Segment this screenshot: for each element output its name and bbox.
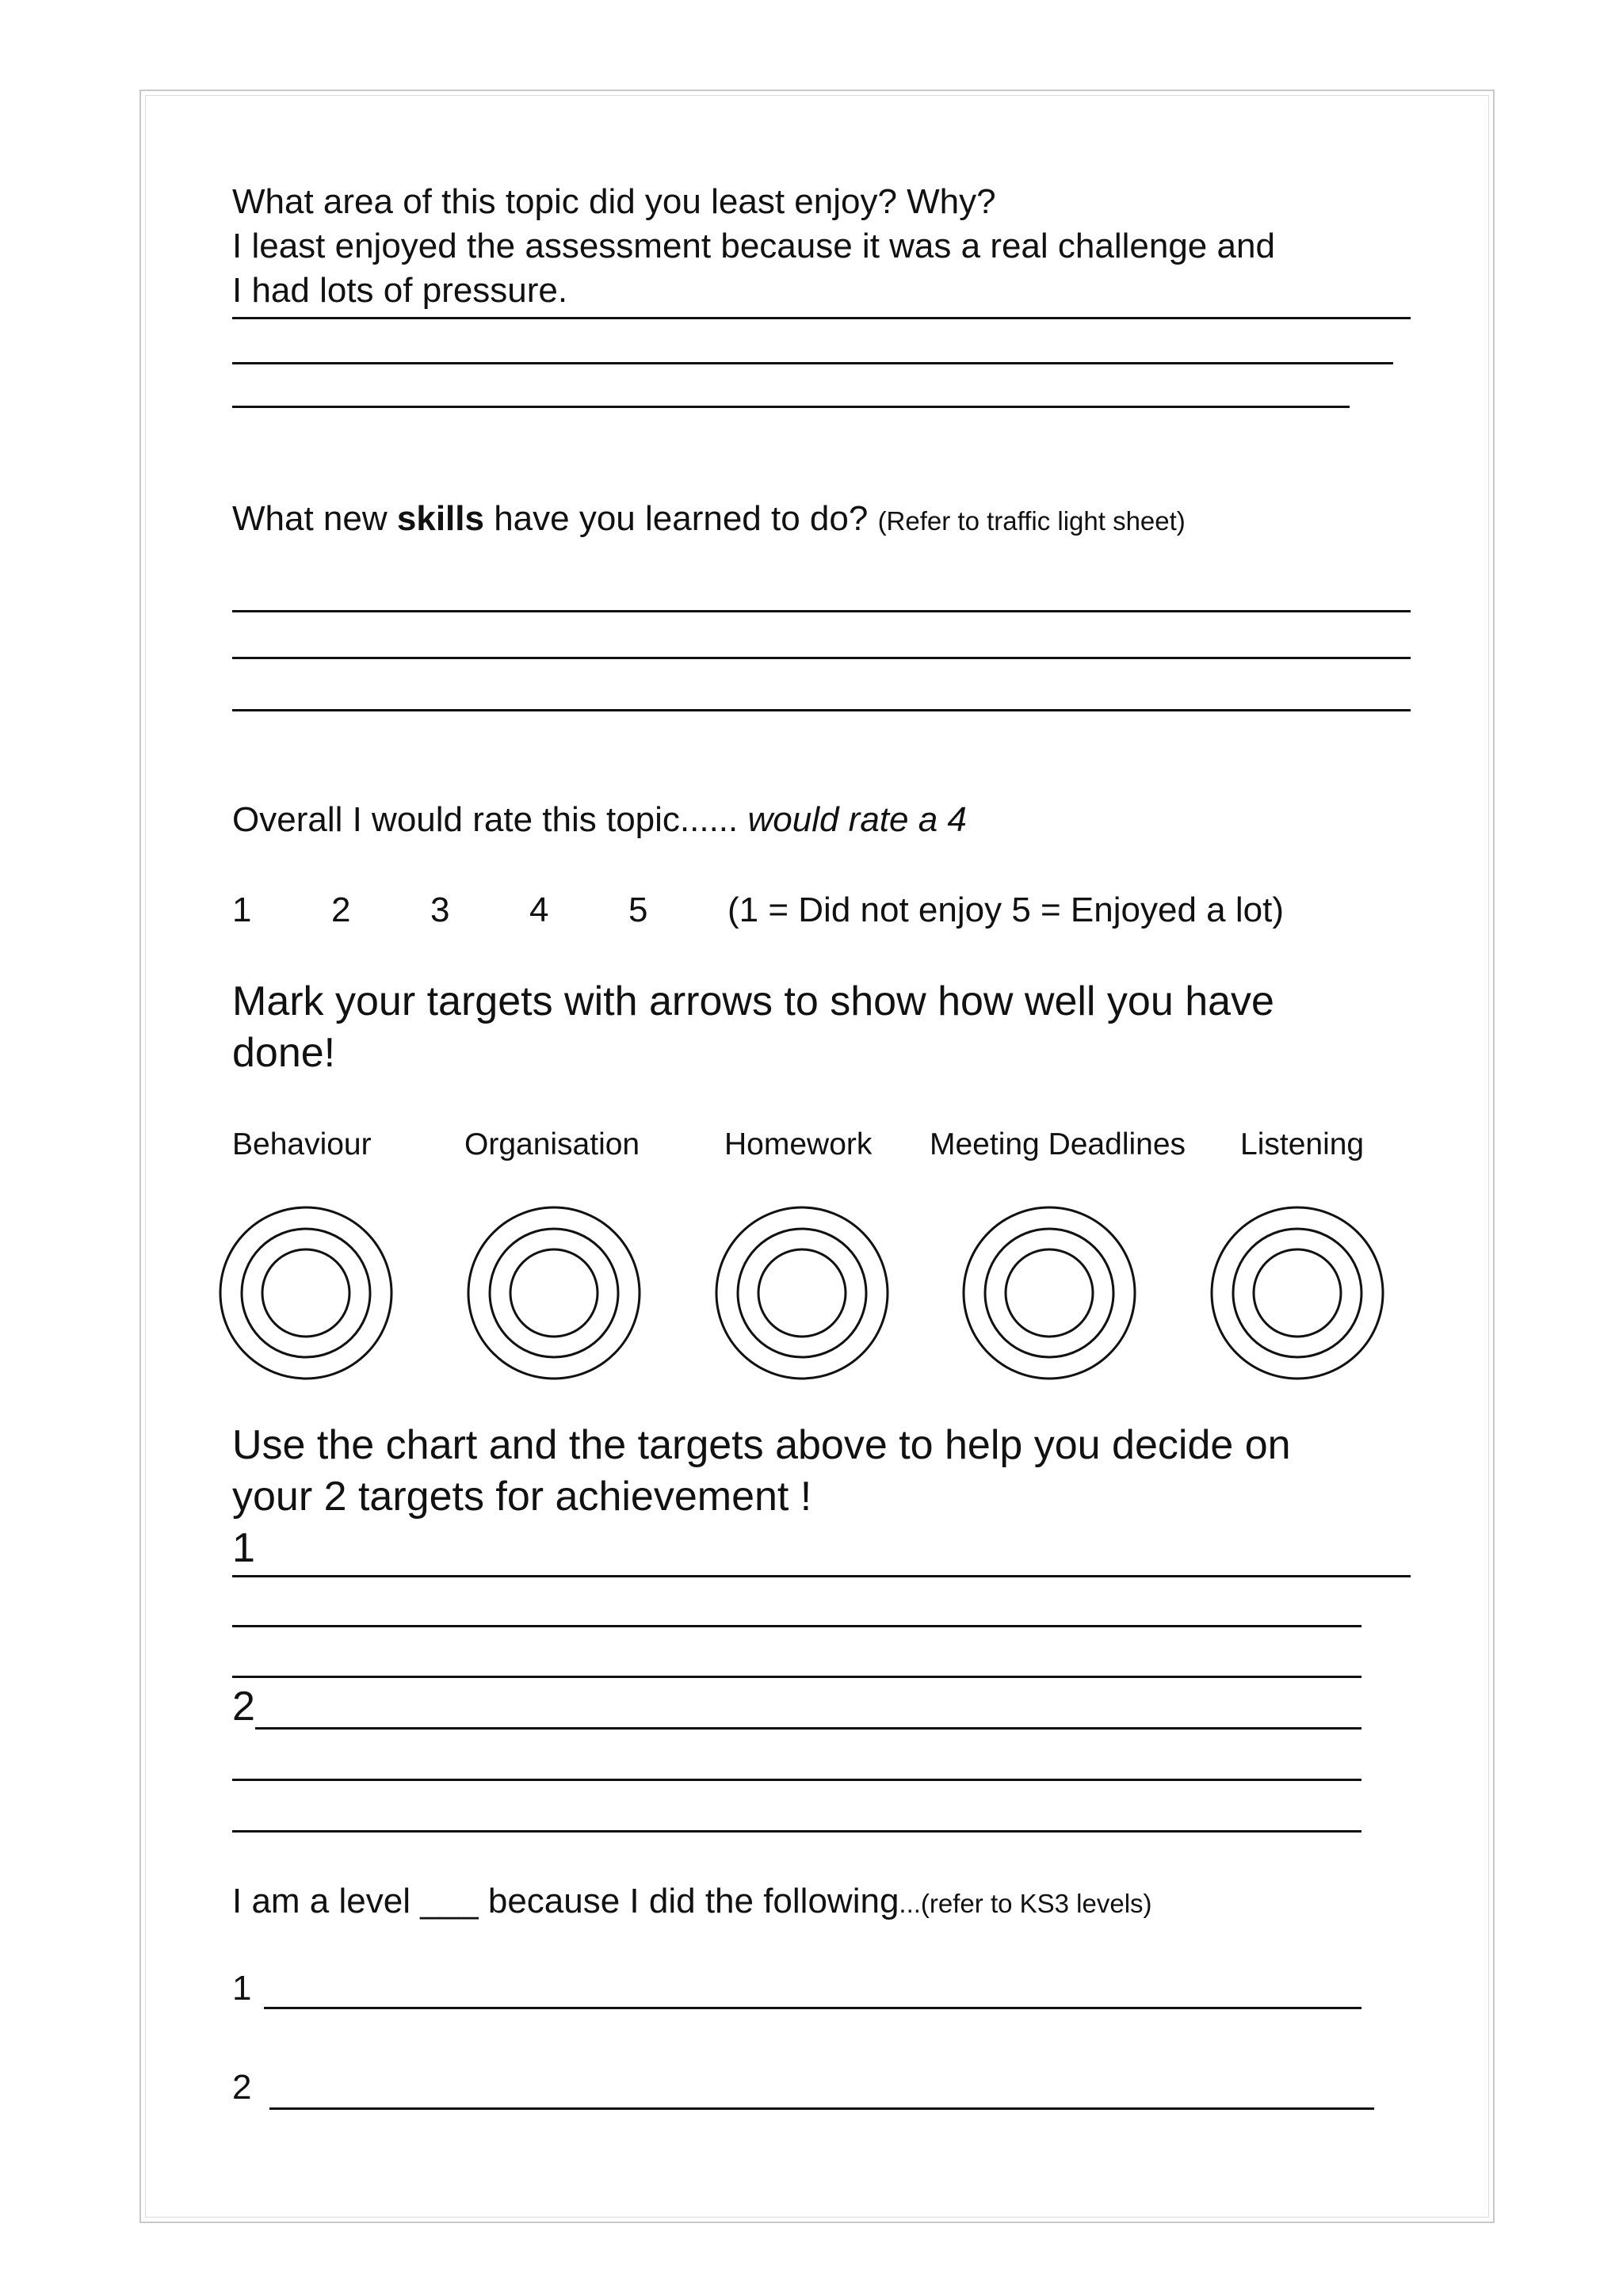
achievement-item-2-number: 2: [232, 1684, 255, 1730]
skills-bold: skills: [396, 499, 484, 538]
answer-rule-1: [232, 317, 1411, 319]
achievement-rule-2[interactable]: [232, 1625, 1361, 1627]
rating-question: [232, 800, 967, 841]
achievement-heading-line-2: your 2 targets for achievement !: [232, 1474, 812, 1520]
level-statement: [232, 1882, 1152, 1922]
achievement-rule-3[interactable]: [232, 1676, 1361, 1678]
level-item-1-number: 1: [232, 1969, 252, 2008]
skills-suffix: have you learned to do?: [483, 499, 878, 538]
targets-heading-line-2: done!: [232, 1030, 336, 1076]
target-label-homework: Homework: [724, 1127, 873, 1161]
skills-prefix: What new: [232, 499, 397, 538]
skills-note: (Refer to traffic light sheet): [877, 506, 1186, 536]
answer-line-1[interactable]: I least enjoyed the assessment because it was a real challenge and: [232, 227, 1275, 265]
level-text: I am a level ___ because I did the following: [232, 1882, 899, 1920]
question-least-enjoy: What area of this topic did you least enjoy? Why?: [232, 182, 996, 221]
achievement-item-1-number: 1: [232, 1525, 255, 1571]
level-rule-2[interactable]: [269, 2107, 1374, 2110]
skills-rule-2: [232, 657, 1411, 659]
target-label-listening: Listening: [1240, 1127, 1365, 1161]
achievement-rule-1[interactable]: [232, 1575, 1411, 1577]
question-skills: [232, 499, 1186, 540]
achievement-rule-4[interactable]: [255, 1727, 1361, 1730]
rating-answer[interactable]: would rate a 4: [747, 800, 967, 839]
skills-rule-1: [232, 610, 1411, 612]
meeting-deadlines-target-icon[interactable]: [960, 1204, 1138, 1382]
level-item-2-number: 2: [232, 2068, 252, 2107]
rating-2[interactable]: 2: [331, 891, 351, 929]
achievement-heading-line-1: Use the chart and the targets above to help you decide on: [232, 1422, 1291, 1468]
listening-target-icon[interactable]: [1209, 1204, 1386, 1382]
rating-5[interactable]: 5: [628, 891, 648, 929]
answer-rule-2: [232, 362, 1393, 364]
skills-rule-3: [232, 709, 1411, 711]
rating-prefix: Overall I would rate this topic......: [232, 800, 748, 839]
targets-heading-line-1: Mark your targets with arrows to show how well you have: [232, 978, 1274, 1024]
level-note: ...(refer to KS3 levels): [899, 1889, 1152, 1918]
homework-target-icon[interactable]: [713, 1204, 891, 1382]
target-label-organisation: Organisation: [464, 1127, 640, 1161]
rating-scale-note: (1 = Did not enjoy 5 = Enjoyed a lot): [727, 891, 1284, 929]
answer-rule-3: [232, 406, 1350, 408]
answer-line-2[interactable]: I had lots of pressure.: [232, 271, 568, 310]
rating-4[interactable]: 4: [529, 891, 549, 929]
target-label-meeting-deadlines: Meeting Deadlines: [930, 1127, 1186, 1161]
level-rule-1[interactable]: [264, 2007, 1361, 2009]
achievement-rule-5[interactable]: [232, 1779, 1361, 1781]
organisation-target-icon[interactable]: [465, 1204, 643, 1382]
achievement-rule-6[interactable]: [232, 1830, 1361, 1833]
rating-3[interactable]: 3: [430, 891, 450, 929]
target-label-behaviour: Behaviour: [232, 1127, 372, 1161]
rating-1[interactable]: 1: [232, 891, 252, 929]
behaviour-target-icon[interactable]: [217, 1204, 395, 1382]
